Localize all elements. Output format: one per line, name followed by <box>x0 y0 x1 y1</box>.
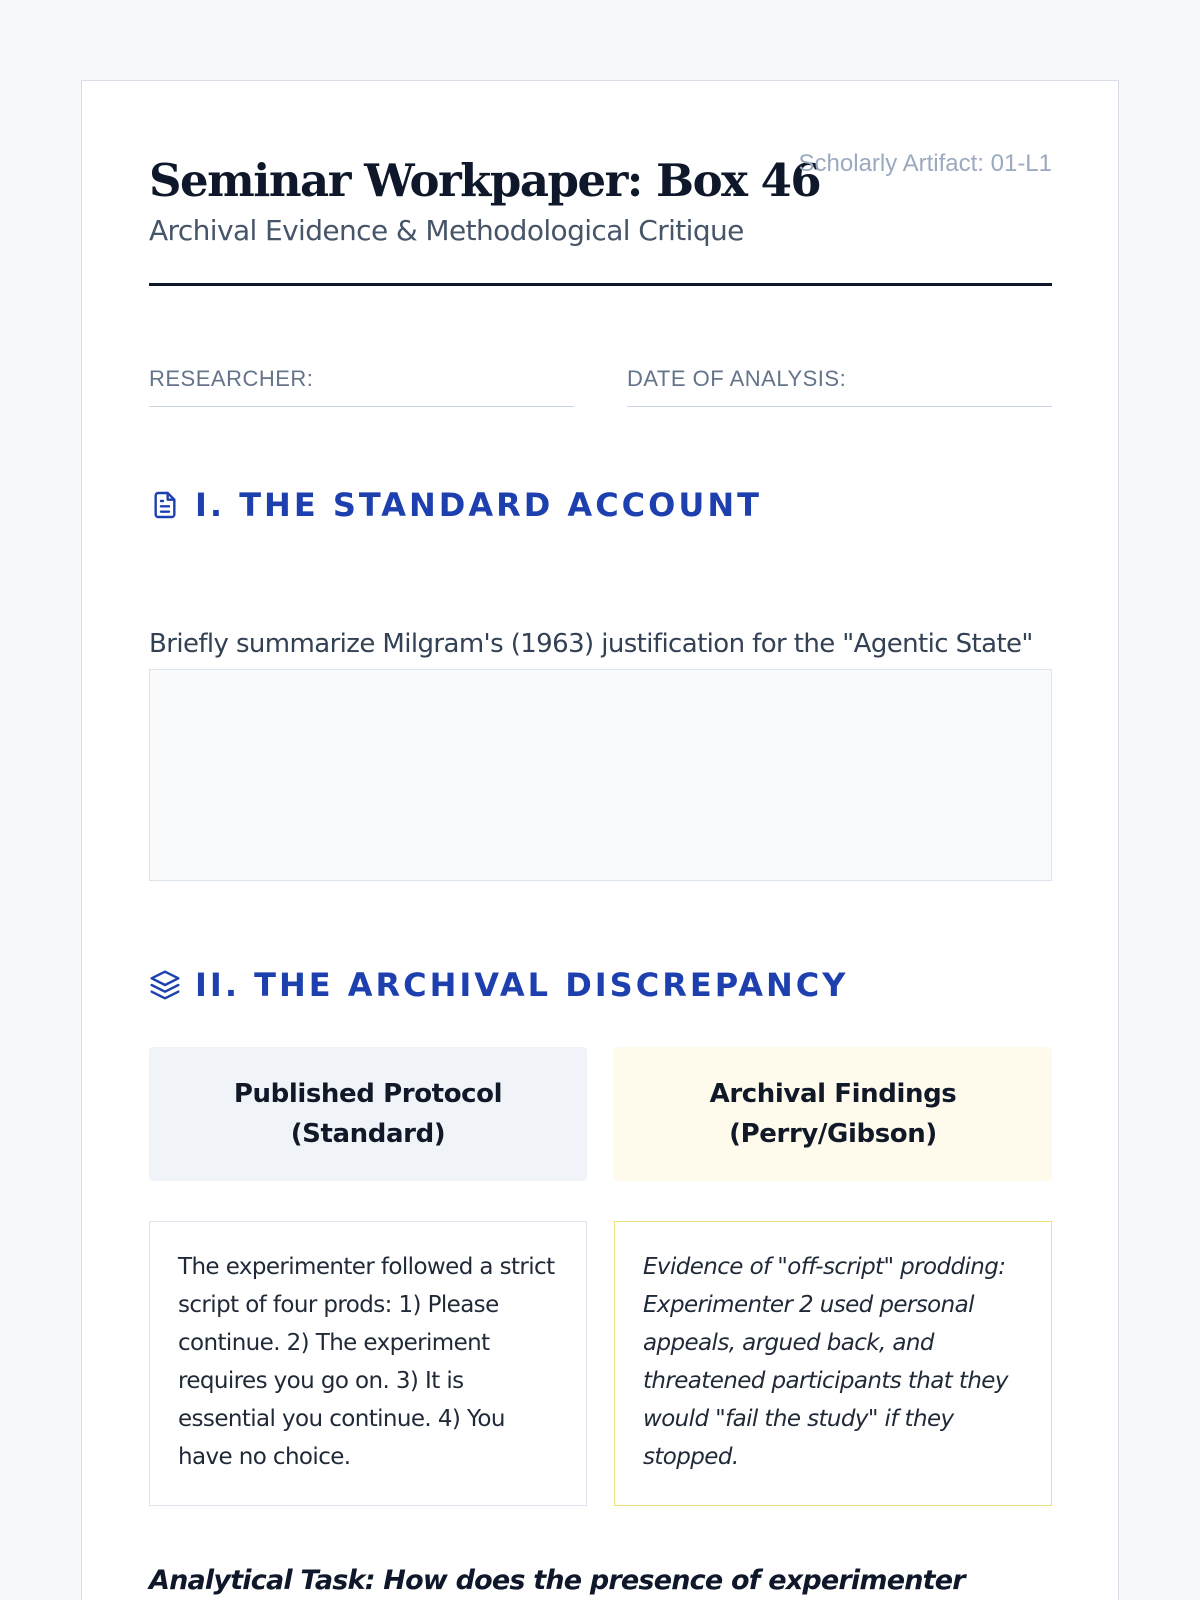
published-protocol-text: The experimenter followed a strict script of four prods: 1) Please continue. 2) The experiment requires you go on. 3) It is essential you continue. 4) You have no choice. <box>149 1221 587 1506</box>
page-subtitle: Archival Evidence & Methodological Critique <box>149 214 744 247</box>
worksheet-header <box>149 149 1052 286</box>
page-title: Seminar Workpaper: Box 46 <box>149 154 821 207</box>
section-1-heading <box>149 483 762 527</box>
document-icon <box>149 489 181 521</box>
layers-icon <box>149 969 181 1001</box>
section-2-title: II. THE ARCHIVAL DISCREPANCY <box>195 966 849 1004</box>
artifact-id: Scholarly Artifact: 01-L1 <box>798 150 1052 177</box>
date-of-analysis-field[interactable] <box>627 361 1052 407</box>
analytical-task: Analytical Task: How does the presence of experimenter <box>149 1565 965 1596</box>
section-1-prompt: Briefly summarize Milgram's (1963) justification for the "Agentic State" <box>149 629 1033 659</box>
worksheet-page <box>81 80 1119 1600</box>
section-1-title: I. THE STANDARD ACCOUNT <box>195 486 762 524</box>
section-1-answer-box[interactable] <box>149 669 1052 881</box>
published-protocol-header-text: Published Protocol (Standard) <box>233 1079 503 1149</box>
section-2-heading <box>149 963 848 1007</box>
archival-findings-text: Evidence of "off-script" prodding: Experimenter 2 used personal appeals, argued back, and threatened participants that they would "fail the study" if they stopped. <box>614 1221 1052 1506</box>
researcher-label: RESEARCHER: <box>149 366 314 391</box>
archival-findings-header <box>614 1047 1052 1181</box>
published-protocol-header <box>149 1047 587 1181</box>
researcher-field[interactable] <box>149 361 574 407</box>
date-of-analysis-label: DATE OF ANALYSIS: <box>627 366 847 391</box>
archival-findings-header-text: Archival Findings (Perry/Gibson) <box>709 1079 957 1149</box>
